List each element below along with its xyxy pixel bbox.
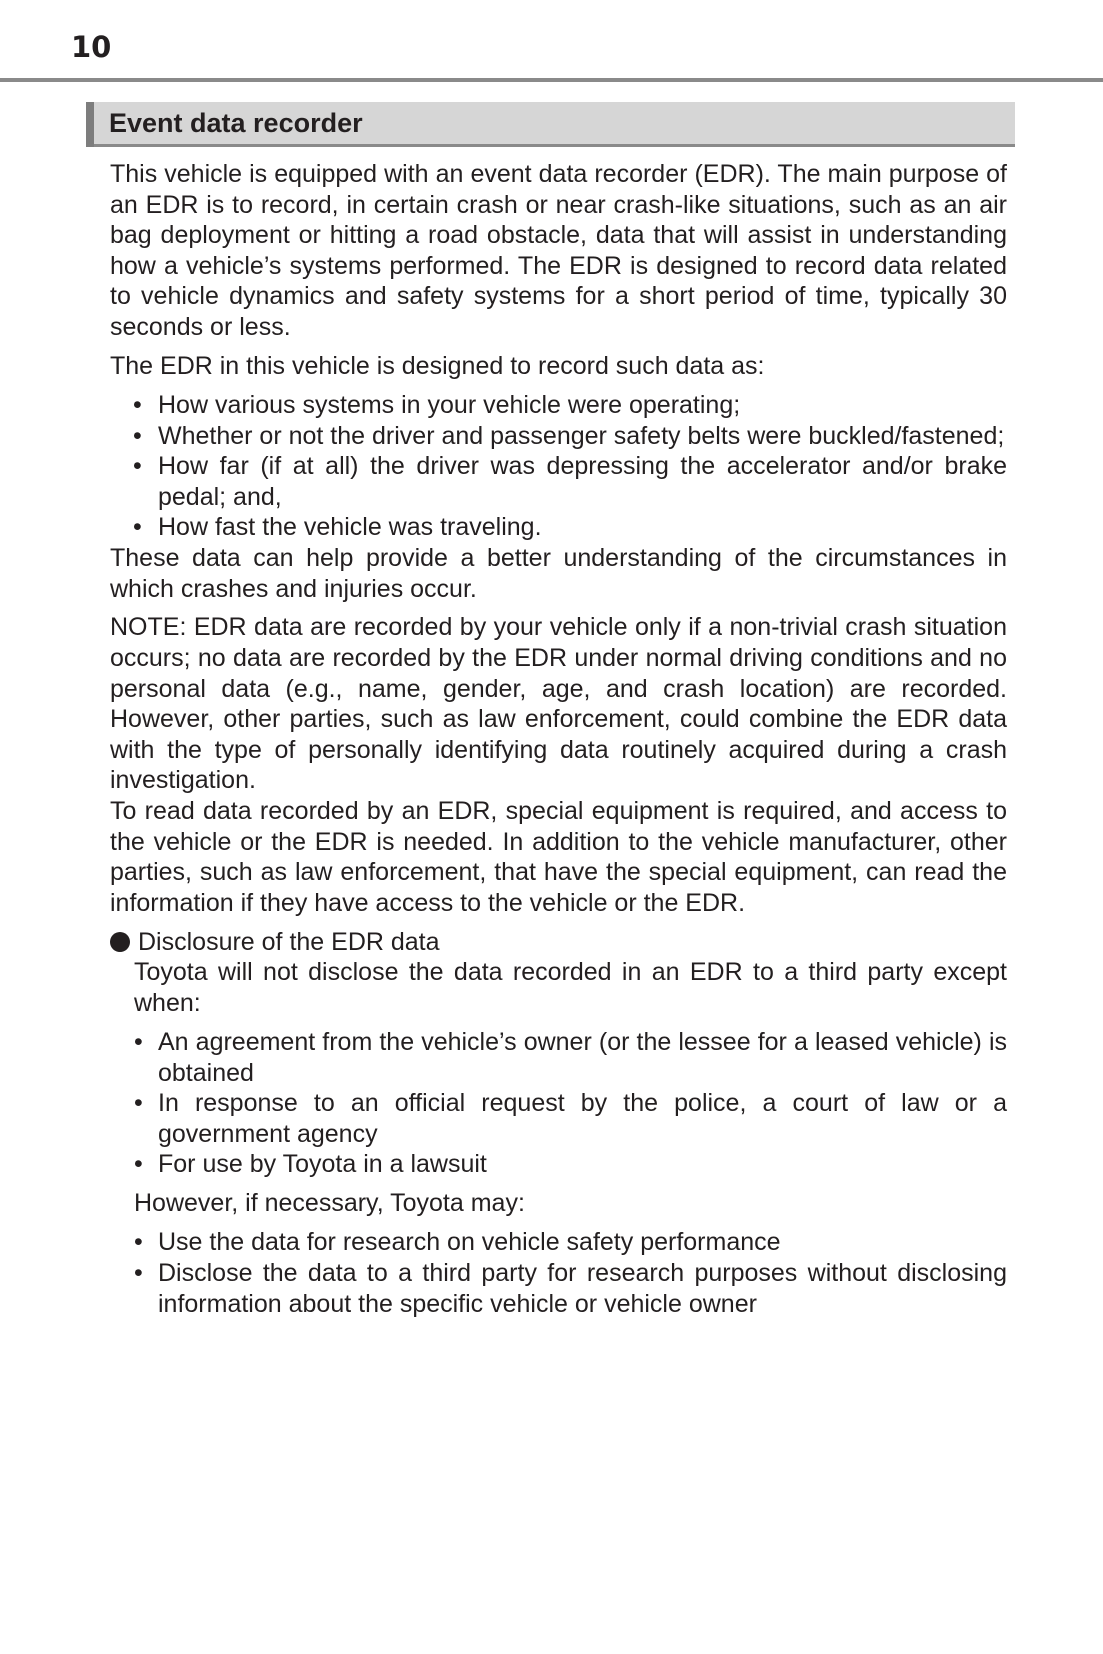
list-item: • An agreement from the vehicle’s owner (or the lessee for a leased vehicle) is obtained (134, 1027, 1007, 1088)
list-item: • In response to an official request by the police, a court of law or a government agency (134, 1088, 1007, 1149)
disclosure-lead: Toyota will not disclose the data recorded in an EDR to a third party except when: (134, 958, 1007, 1017)
disclosure-heading (110, 927, 1007, 958)
intro-paragraph: This vehicle is equipped with an event data recorder (EDR). The main purpose of an EDR is to record, in certain crash or near crash-like situations, such as an air bag deployment or hitting a road obstacle, data that will assist in understanding how a vehicle’s systems performed. The EDR is designed to record data related to vehicle dynamics and safety systems for a short period of time, typically 30 seconds or less. (110, 160, 1007, 341)
read-data-paragraph: To read data recorded by an EDR, special equipment is required, and access to the vehicle or the EDR is needed. In addition to the vehicle manufacturer, other parties, such as law enforcement, that have the special equipment, can read the information if they have access to the vehicle or the EDR. (110, 797, 1007, 917)
section-header-accent (86, 102, 94, 147)
disclosure-list (110, 1027, 1007, 1180)
list-item: • Disclose the data to a third party for research purposes without disclosing information about the specific vehicle or vehicle owner (134, 1258, 1007, 1319)
section-body (110, 159, 1007, 1319)
disclosure-heading-text: Disclosure of the EDR data (138, 927, 440, 956)
note-paragraph: NOTE: EDR data are recorded by your vehicle only if a non-trivial crash situation occurs; no data are recorded by the EDR under normal driving conditions and no personal data (e.g., name, gender, age, and crash location) are recorded. However, other parties, such as law enforcement, could combine the EDR data with the type of personally identifying data routinely acquired during a crash investigation. (110, 613, 1007, 795)
however-lead: However, if necessary, Toyota may: (134, 1189, 525, 1218)
page-number: 10 (71, 30, 112, 64)
list-item: • How various systems in your vehicle were operating; (110, 390, 1007, 421)
list-item: • For use by Toyota in a lawsuit (134, 1149, 1007, 1180)
section-title: Event data recorder (109, 108, 363, 138)
bullet-circle-icon (110, 932, 130, 952)
understanding-paragraph: These data can help provide a better understanding of the circumstances in which crashes and injuries occur. (110, 543, 1007, 603)
list-item: • How fast the vehicle was traveling. (110, 512, 1007, 543)
may-list (110, 1227, 1007, 1319)
list-item: • Whether or not the driver and passenger safety belts were buckled/fastened; (110, 421, 1007, 452)
record-lead: The EDR in this vehicle is designed to record such data as: (110, 351, 765, 380)
header-rule (0, 78, 1103, 82)
record-list (110, 390, 1007, 543)
section-header (86, 102, 1015, 147)
list-item: • Use the data for research on vehicle safety performance (134, 1227, 1007, 1258)
list-item: • How far (if at all) the driver was depressing the accelerator and/or brake pedal; and, (110, 451, 1007, 512)
